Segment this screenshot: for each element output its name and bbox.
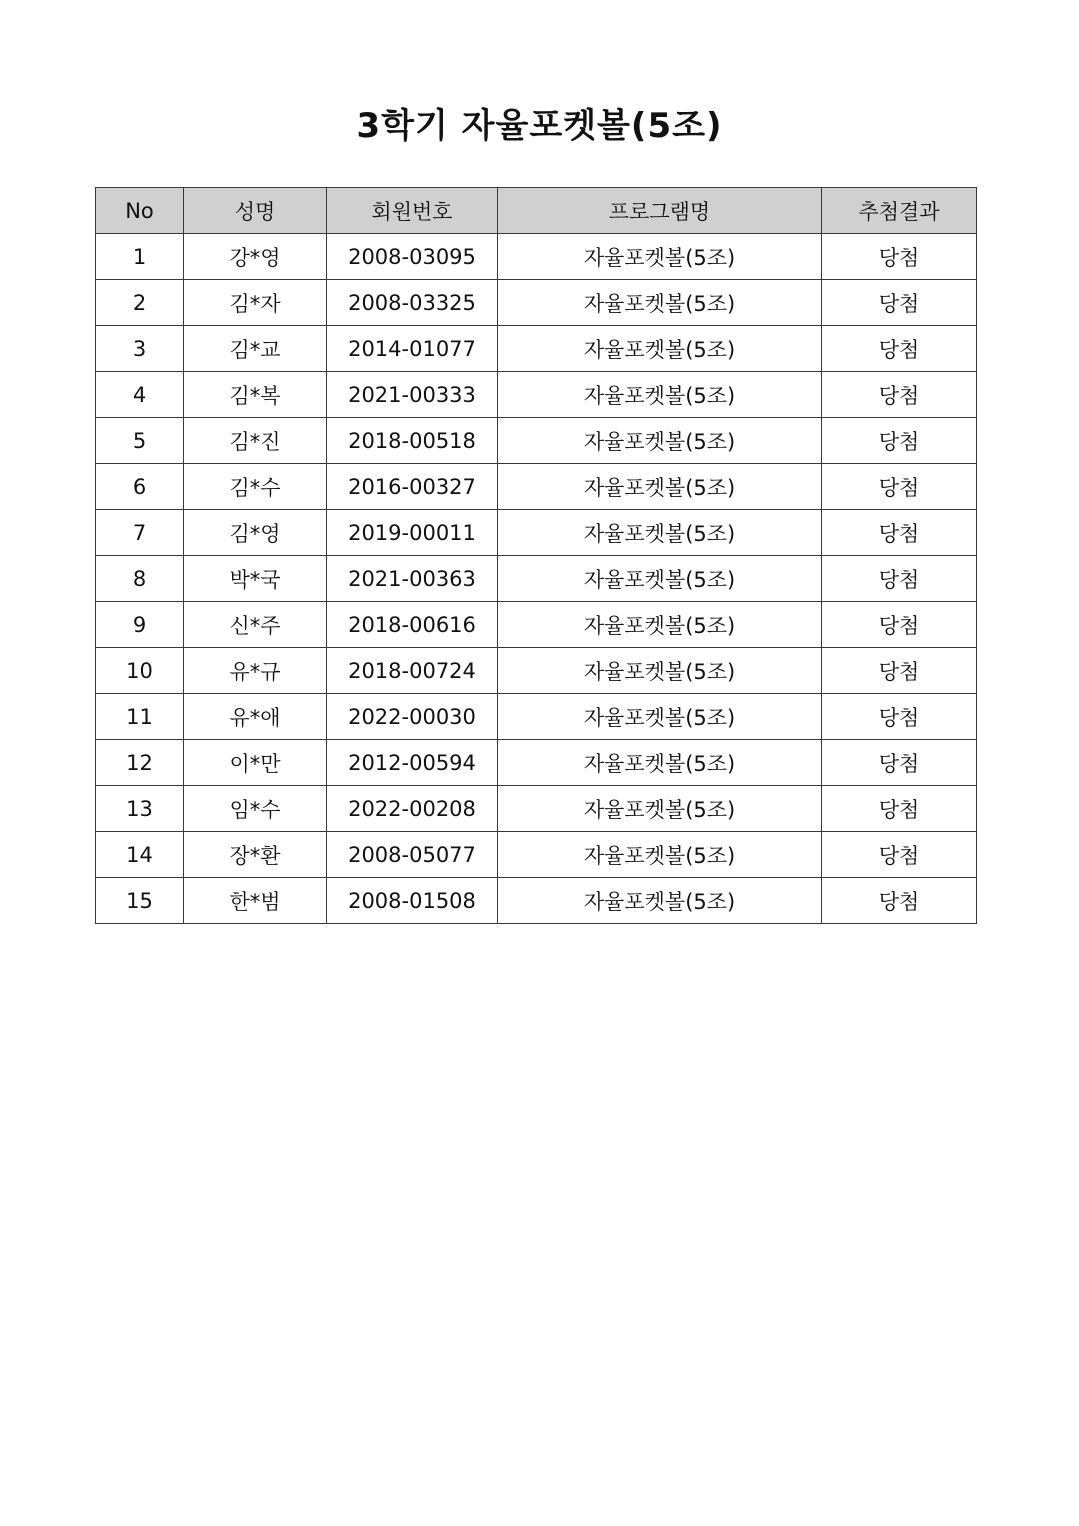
- cell-program: 자율포켓볼(5조): [498, 234, 822, 280]
- cell-result: 당첨: [822, 832, 977, 878]
- cell-no: 12: [96, 740, 184, 786]
- cell-name: 강*영: [184, 234, 327, 280]
- cell-result: 당첨: [822, 372, 977, 418]
- cell-result: 당첨: [822, 648, 977, 694]
- cell-result: 당첨: [822, 602, 977, 648]
- header-no: No: [96, 188, 184, 234]
- cell-result: 당첨: [822, 878, 977, 924]
- cell-name: 임*수: [184, 786, 327, 832]
- cell-no: 5: [96, 418, 184, 464]
- cell-name: 김*자: [184, 280, 327, 326]
- cell-program: 자율포켓볼(5조): [498, 832, 822, 878]
- cell-name: 김*교: [184, 326, 327, 372]
- cell-member-id: 2019-00011: [327, 510, 498, 556]
- cell-no: 15: [96, 878, 184, 924]
- table-row: [96, 878, 977, 924]
- cell-member-id: 2018-00518: [327, 418, 498, 464]
- cell-program: 자율포켓볼(5조): [498, 418, 822, 464]
- cell-member-id: 2008-03095: [327, 234, 498, 280]
- cell-member-id: 2012-00594: [327, 740, 498, 786]
- cell-result: 당첨: [822, 280, 977, 326]
- cell-member-id: 2008-05077: [327, 832, 498, 878]
- table-body: [96, 234, 977, 924]
- cell-program: 자율포켓볼(5조): [498, 694, 822, 740]
- header-result: 추첨결과: [822, 188, 977, 234]
- cell-name: 김*영: [184, 510, 327, 556]
- cell-program: 자율포켓볼(5조): [498, 372, 822, 418]
- header-name: 성명: [184, 188, 327, 234]
- cell-name: 신*주: [184, 602, 327, 648]
- cell-program: 자율포켓볼(5조): [498, 602, 822, 648]
- cell-member-id: 2008-03325: [327, 280, 498, 326]
- cell-program: 자율포켓볼(5조): [498, 326, 822, 372]
- cell-program: 자율포켓볼(5조): [498, 740, 822, 786]
- table-row: [96, 556, 977, 602]
- cell-name: 박*국: [184, 556, 327, 602]
- cell-result: 당첨: [822, 234, 977, 280]
- page-title: 3학기 자율포켓볼(5조): [356, 106, 723, 146]
- cell-member-id: 2014-01077: [327, 326, 498, 372]
- table-row: [96, 602, 977, 648]
- cell-name: 한*범: [184, 878, 327, 924]
- cell-member-id: 2021-00363: [327, 556, 498, 602]
- table-row: [96, 372, 977, 418]
- table-row: [96, 418, 977, 464]
- cell-no: 3: [96, 326, 184, 372]
- cell-name: 김*수: [184, 464, 327, 510]
- cell-member-id: 2018-00616: [327, 602, 498, 648]
- cell-program: 자율포켓볼(5조): [498, 510, 822, 556]
- cell-program: 자율포켓볼(5조): [498, 464, 822, 510]
- cell-result: 당첨: [822, 418, 977, 464]
- cell-no: 11: [96, 694, 184, 740]
- table-row: [96, 234, 977, 280]
- cell-member-id: 2022-00208: [327, 786, 498, 832]
- cell-member-id: 2008-01508: [327, 878, 498, 924]
- table-row: [96, 280, 977, 326]
- cell-program: 자율포켓볼(5조): [498, 280, 822, 326]
- cell-result: 당첨: [822, 326, 977, 372]
- table-row: [96, 694, 977, 740]
- cell-member-id: 2022-00030: [327, 694, 498, 740]
- cell-name: 유*애: [184, 694, 327, 740]
- table-row: [96, 326, 977, 372]
- table-header-row: [96, 188, 977, 234]
- cell-member-id: 2016-00327: [327, 464, 498, 510]
- cell-no: 1: [96, 234, 184, 280]
- cell-result: 당첨: [822, 556, 977, 602]
- cell-name: 유*규: [184, 648, 327, 694]
- table-row: [96, 740, 977, 786]
- cell-no: 7: [96, 510, 184, 556]
- header-program: 프로그램명: [498, 188, 822, 234]
- table-row: [96, 510, 977, 556]
- cell-no: 10: [96, 648, 184, 694]
- cell-name: 장*환: [184, 832, 327, 878]
- cell-result: 당첨: [822, 694, 977, 740]
- cell-no: 2: [96, 280, 184, 326]
- cell-program: 자율포켓볼(5조): [498, 878, 822, 924]
- cell-no: 13: [96, 786, 184, 832]
- header-member-id: 회원번호: [327, 188, 498, 234]
- cell-no: 4: [96, 372, 184, 418]
- cell-member-id: 2021-00333: [327, 372, 498, 418]
- table-row: [96, 832, 977, 878]
- table-row: [96, 464, 977, 510]
- table-row: [96, 786, 977, 832]
- cell-member-id: 2018-00724: [327, 648, 498, 694]
- cell-program: 자율포켓볼(5조): [498, 786, 822, 832]
- lottery-results-table: [95, 187, 977, 924]
- cell-no: 8: [96, 556, 184, 602]
- table-row: [96, 648, 977, 694]
- cell-result: 당첨: [822, 740, 977, 786]
- cell-no: 9: [96, 602, 184, 648]
- cell-result: 당첨: [822, 786, 977, 832]
- cell-name: 김*진: [184, 418, 327, 464]
- cell-result: 당첨: [822, 510, 977, 556]
- cell-name: 이*만: [184, 740, 327, 786]
- cell-result: 당첨: [822, 464, 977, 510]
- cell-no: 6: [96, 464, 184, 510]
- cell-program: 자율포켓볼(5조): [498, 648, 822, 694]
- cell-name: 김*복: [184, 372, 327, 418]
- cell-program: 자율포켓볼(5조): [498, 556, 822, 602]
- cell-no: 14: [96, 832, 184, 878]
